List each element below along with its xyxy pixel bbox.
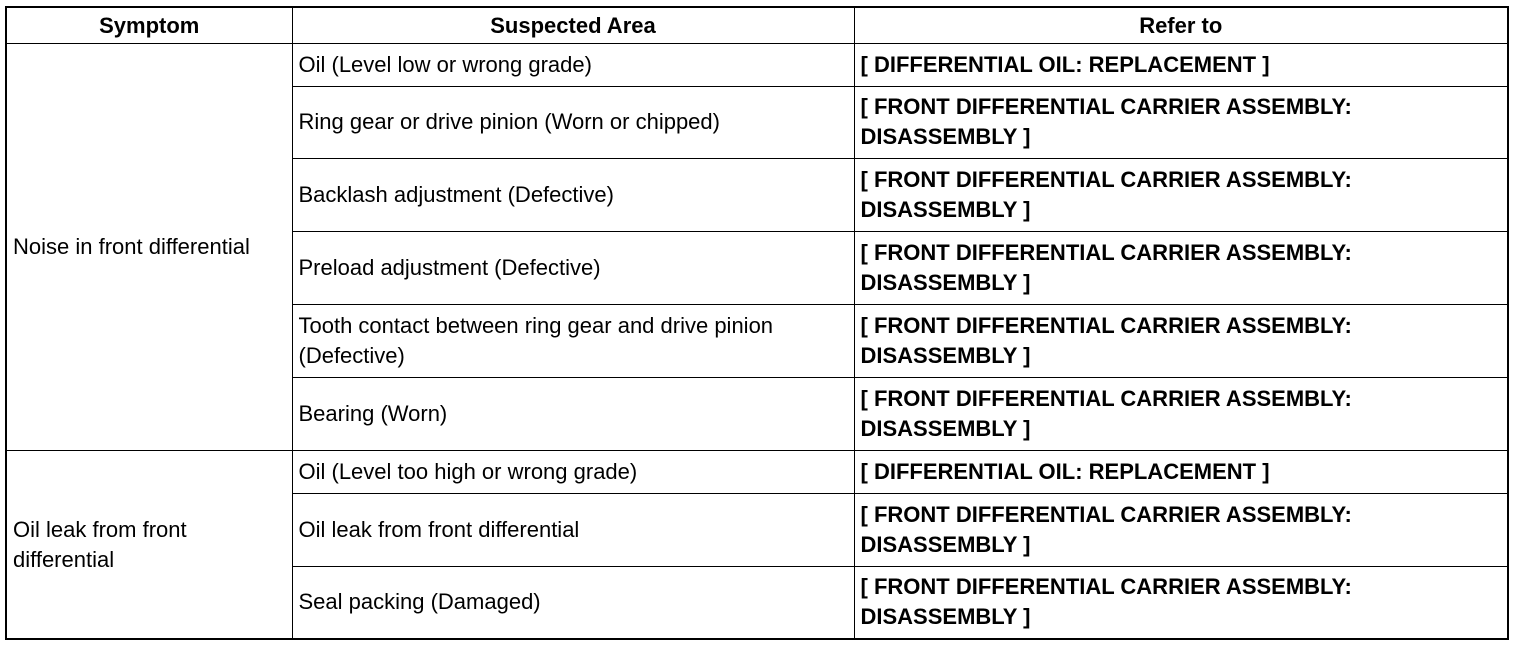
refer-to-link[interactable]: [ DIFFERENTIAL OIL: REPLACEMENT ] [854,44,1508,87]
suspected-area-cell: Oil leak from front differential [292,493,854,566]
suspected-area-cell: Preload adjustment (Defective) [292,232,854,305]
header-symptom: Symptom [6,7,292,44]
refer-to-link[interactable]: [ FRONT DIFFERENTIAL CARRIER ASSEMBLY: DISASSEMBLY ] [854,566,1508,639]
suspected-area-cell: Bearing (Worn) [292,378,854,451]
symptom-cell: Noise in front differential [6,44,292,451]
refer-to-link[interactable]: [ FRONT DIFFERENTIAL CARRIER ASSEMBLY: DISASSEMBLY ] [854,159,1508,232]
diagnosis-table [5,6,1509,640]
refer-to-link[interactable]: [ DIFFERENTIAL OIL: REPLACEMENT ] [854,451,1508,494]
suspected-area-cell: Backlash adjustment (Defective) [292,159,854,232]
refer-to-link[interactable]: [ FRONT DIFFERENTIAL CARRIER ASSEMBLY: DISASSEMBLY ] [854,86,1508,159]
refer-to-link[interactable]: [ FRONT DIFFERENTIAL CARRIER ASSEMBLY: DISASSEMBLY ] [854,378,1508,451]
refer-to-link[interactable]: [ FRONT DIFFERENTIAL CARRIER ASSEMBLY: DISASSEMBLY ] [854,305,1508,378]
suspected-area-cell: Oil (Level low or wrong grade) [292,44,854,87]
refer-to-link[interactable]: [ FRONT DIFFERENTIAL CARRIER ASSEMBLY: DISASSEMBLY ] [854,232,1508,305]
table-row [6,451,1508,494]
suspected-area-cell: Oil (Level too high or wrong grade) [292,451,854,494]
header-refer-to: Refer to [854,7,1508,44]
suspected-area-cell: Seal packing (Damaged) [292,566,854,639]
table-row [6,44,1508,87]
refer-to-link[interactable]: [ FRONT DIFFERENTIAL CARRIER ASSEMBLY: DISASSEMBLY ] [854,493,1508,566]
header-suspected-area: Suspected Area [292,7,854,44]
suspected-area-cell: Tooth contact between ring gear and drive pinion (Defective) [292,305,854,378]
symptom-cell: Oil leak from front differential [6,451,292,639]
header-row [6,7,1508,44]
suspected-area-cell: Ring gear or drive pinion (Worn or chipped) [292,86,854,159]
